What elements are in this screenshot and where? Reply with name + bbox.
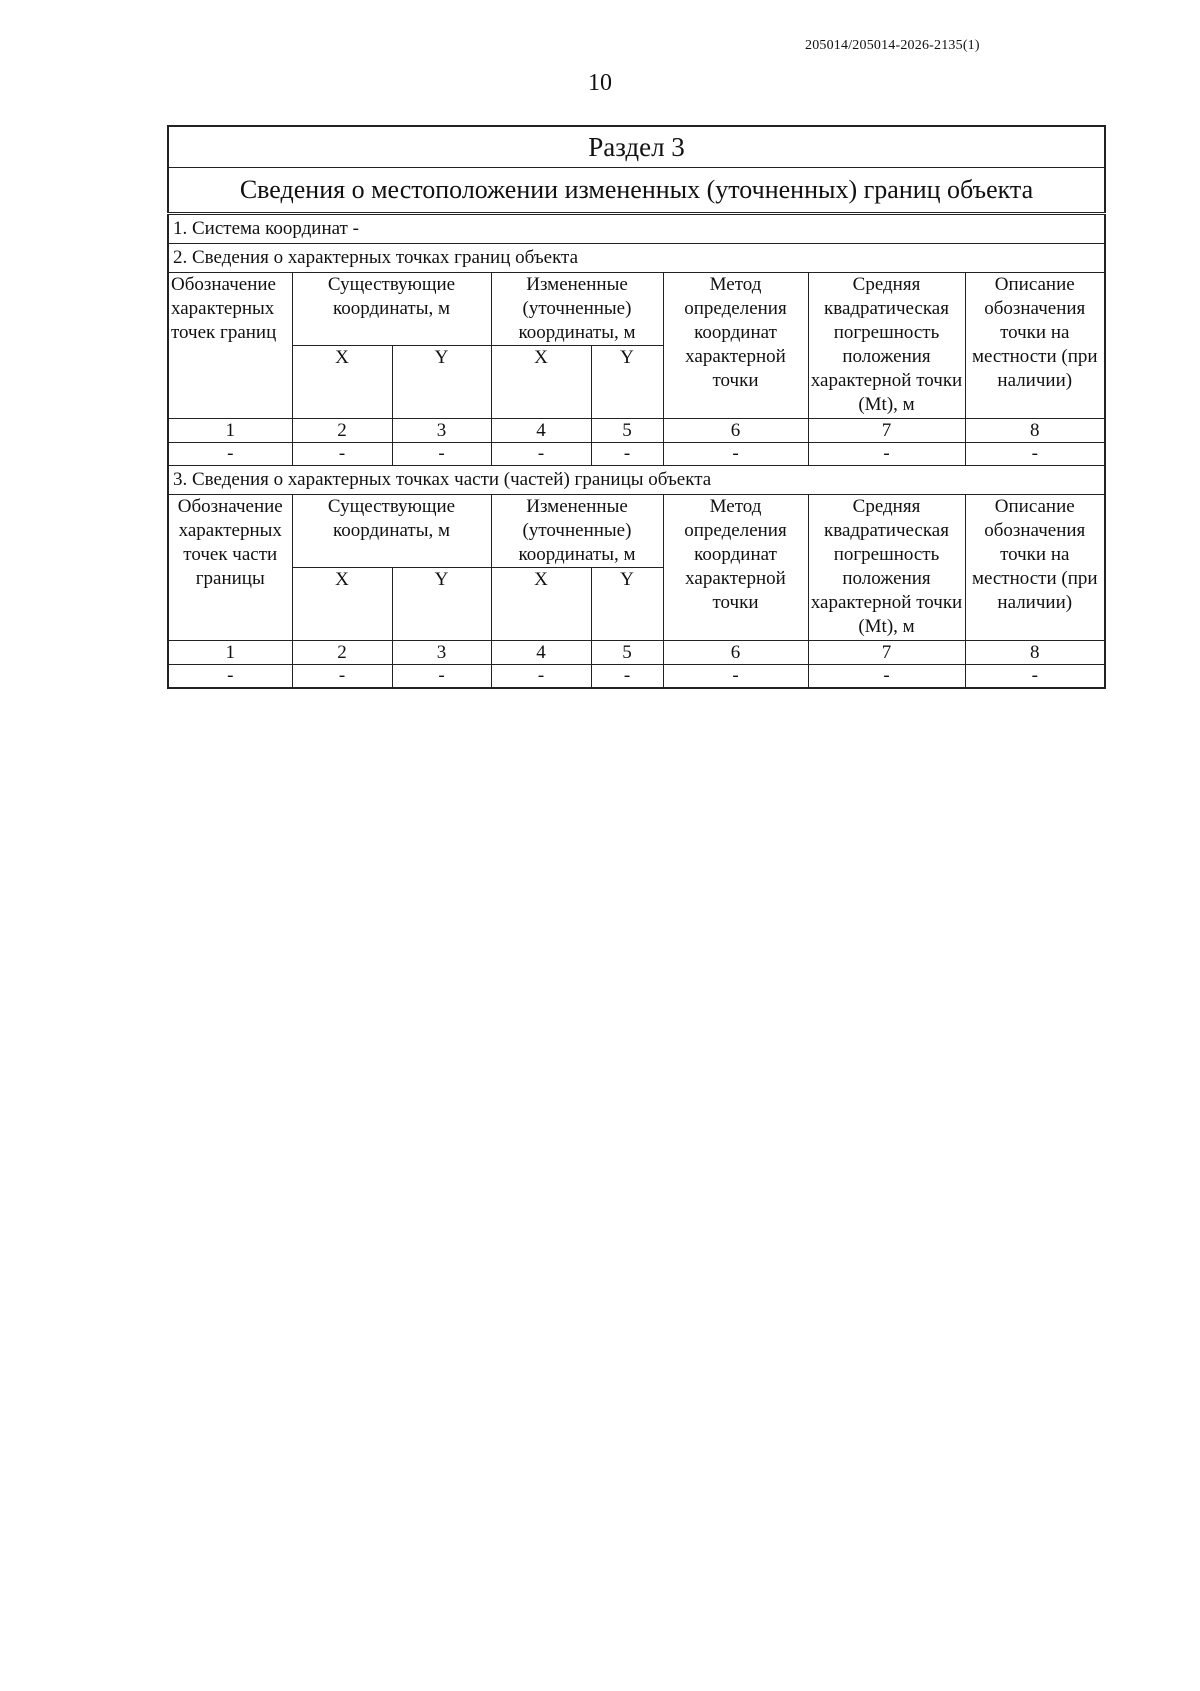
table1-num: 8 (965, 419, 1105, 443)
table2-cell: - (591, 665, 663, 689)
table2-existing-y: Y (392, 568, 491, 641)
table2-num: 1 (168, 641, 292, 665)
table2-num: 8 (965, 641, 1105, 665)
table2-num: 3 (392, 641, 491, 665)
table1-existing-y: Y (392, 346, 491, 419)
table1-cell: - (292, 443, 392, 466)
table2-num: 7 (808, 641, 965, 665)
table1-col-point-designation: Обозначение характерных точек границ (168, 273, 292, 419)
table1-changed-y: Y (591, 346, 663, 419)
table1-num: 1 (168, 419, 292, 443)
table1-cell: - (392, 443, 491, 466)
table1-changed-x: X (491, 346, 591, 419)
table2-col-mean-error: Средняя квадратическая погрешность положения характерной точки (Mt), м (808, 495, 965, 641)
table1-num: 4 (491, 419, 591, 443)
document-id: 205014/205014-2026-2135(1) (805, 38, 980, 53)
table2-col-changed-coords: Измененные (уточненные) координаты, м (491, 495, 663, 568)
table2-cell: - (168, 665, 292, 689)
table2-col-description: Описание обозначения точки на местности (при наличии) (965, 495, 1105, 641)
table2-num: 5 (591, 641, 663, 665)
table1-existing-x: X (292, 346, 392, 419)
table1-num: 2 (292, 419, 392, 443)
table2-num: 2 (292, 641, 392, 665)
table2-col-existing-coords: Существующие координаты, м (292, 495, 491, 568)
section-sheet (167, 125, 1104, 689)
table2-cell: - (292, 665, 392, 689)
section-subtitle: Сведения о местоположении измененных (уточненных) границ объекта (168, 168, 1105, 214)
table2-number-row (168, 641, 1105, 665)
table1-num: 7 (808, 419, 965, 443)
table1-num: 6 (663, 419, 808, 443)
table1-cell: - (965, 443, 1105, 466)
table1-col-mean-error: Средняя квадратическая погрешность положения характерной точки (Mt), м (808, 273, 965, 419)
table1-number-row (168, 419, 1105, 443)
table2-changed-y: Y (591, 568, 663, 641)
section-table (167, 125, 1106, 689)
table1-cell: - (168, 443, 292, 466)
table2-cell: - (663, 665, 808, 689)
table1-cell: - (491, 443, 591, 466)
table2-col-method: Метод определения координат характерной точки (663, 495, 808, 641)
table1-cell: - (591, 443, 663, 466)
table2-cell: - (808, 665, 965, 689)
table1-cell: - (663, 443, 808, 466)
coordinate-system-row: 1. Система координат - (168, 214, 1105, 244)
table1-col-changed-coords: Измененные (уточненные) координаты, м (491, 273, 663, 346)
table2-existing-x: X (292, 568, 392, 641)
section-heading: Раздел 3 (168, 126, 1105, 168)
table2-changed-x: X (491, 568, 591, 641)
table1-num: 3 (392, 419, 491, 443)
table-row (168, 443, 1105, 466)
table1-col-method: Метод определения координат характерной точки (663, 273, 808, 419)
table2-cell: - (392, 665, 491, 689)
table2-num: 4 (491, 641, 591, 665)
table1-col-description: Описание обозначения точки на местности (при наличии) (965, 273, 1105, 419)
table-row (168, 665, 1105, 689)
table2-num: 6 (663, 641, 808, 665)
table2-col-point-designation: Обозначение характерных точек части границы (168, 495, 292, 641)
table1-cell: - (808, 443, 965, 466)
table2-cell: - (965, 665, 1105, 689)
page-number: 10 (588, 70, 612, 96)
table1-num: 5 (591, 419, 663, 443)
table2-cell: - (491, 665, 591, 689)
table2-title: 3. Сведения о характерных точках части (частей) границы объекта (168, 466, 1105, 495)
table1-col-existing-coords: Существующие координаты, м (292, 273, 491, 346)
table1-title: 2. Сведения о характерных точках границ объекта (168, 244, 1105, 273)
